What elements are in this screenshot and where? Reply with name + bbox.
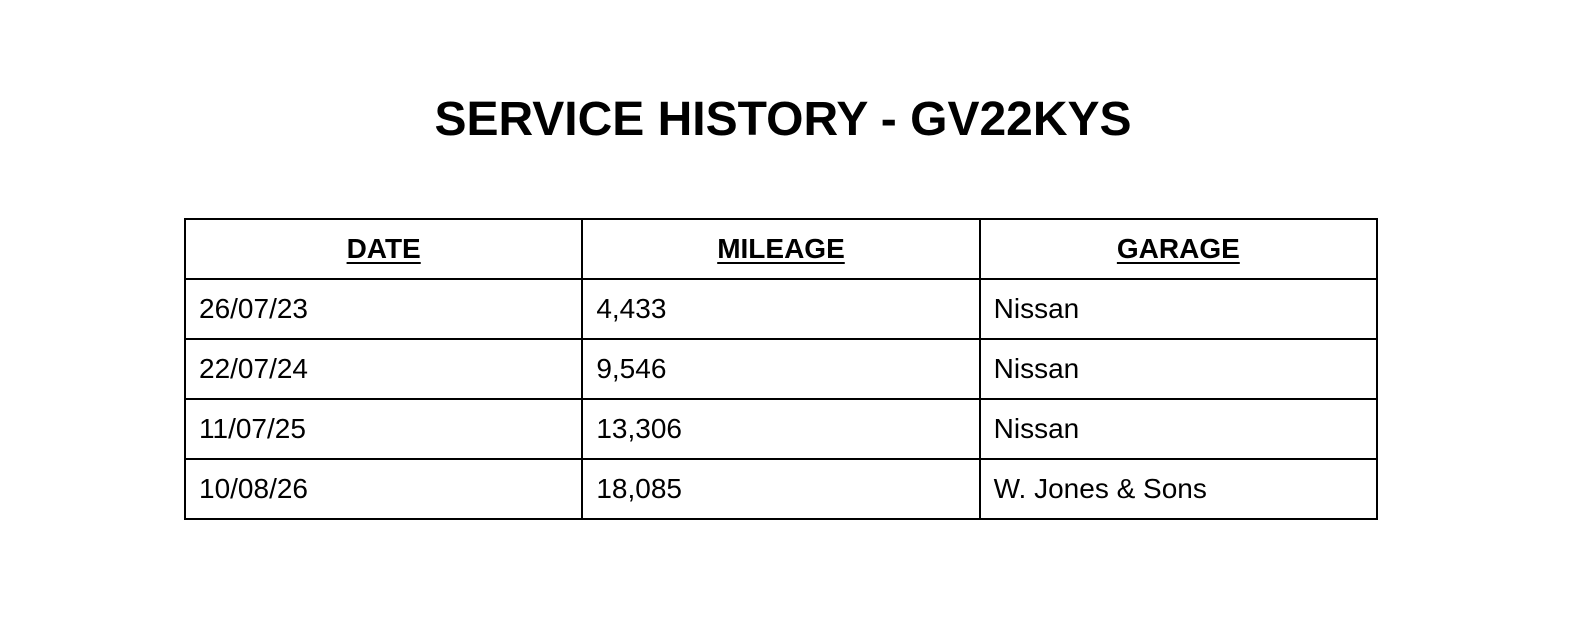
service-history-table — [184, 218, 1378, 520]
header-mileage: MILEAGE — [582, 219, 979, 279]
cell-date: 11/07/25 — [185, 399, 582, 459]
cell-mileage: 4,433 — [582, 279, 979, 339]
cell-garage: Nissan — [980, 399, 1377, 459]
header-date: DATE — [185, 219, 582, 279]
table-row — [185, 459, 1377, 519]
cell-date: 22/07/24 — [185, 339, 582, 399]
table-row — [185, 399, 1377, 459]
cell-mileage: 9,546 — [582, 339, 979, 399]
table-header-row — [185, 219, 1377, 279]
cell-mileage: 13,306 — [582, 399, 979, 459]
cell-garage: W. Jones & Sons — [980, 459, 1377, 519]
cell-date: 26/07/23 — [185, 279, 582, 339]
cell-garage: Nissan — [980, 339, 1377, 399]
page-title: SERVICE HISTORY - GV22KYS — [434, 93, 1132, 146]
table-row — [185, 279, 1377, 339]
cell-garage: Nissan — [980, 279, 1377, 339]
table-row — [185, 339, 1377, 399]
cell-date: 10/08/26 — [185, 459, 582, 519]
header-garage: GARAGE — [980, 219, 1377, 279]
cell-mileage: 18,085 — [582, 459, 979, 519]
